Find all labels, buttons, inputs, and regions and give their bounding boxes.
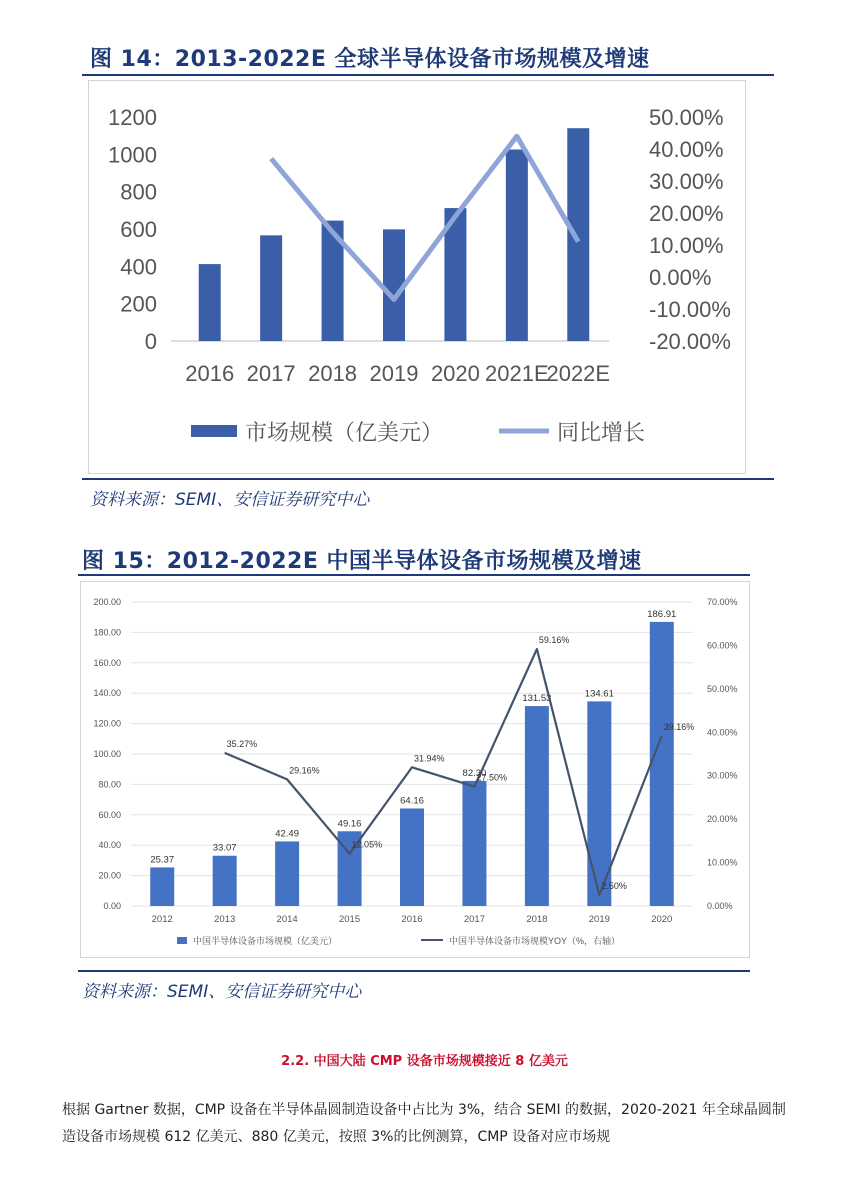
market-size-bar xyxy=(199,264,221,341)
right-axis-tick: 60.00% xyxy=(707,640,738,651)
china-market-size-bar xyxy=(400,808,424,906)
x-axis-tick: 2014 xyxy=(276,914,298,925)
right-axis-tick: 40.00% xyxy=(707,727,738,738)
left-axis-tick: 400 xyxy=(120,254,157,280)
yoy-value-label: 27.50% xyxy=(476,772,507,783)
china-market-size-bar xyxy=(462,781,486,906)
figure-15-title: 图 15：2012-2022E 中国半导体设备市场规模及增速 xyxy=(82,549,642,574)
market-size-bar xyxy=(260,235,282,341)
legend-bar-swatch xyxy=(177,937,187,944)
left-axis-tick: 200.00 xyxy=(93,597,121,607)
left-axis-tick: 80.00 xyxy=(98,779,121,790)
yoy-value-label: 39.16% xyxy=(663,721,695,732)
section-heading: 2.2. 中国大陆 CMP 设备市场规模接近 8 亿美元 xyxy=(281,1054,568,1069)
growth-rate-line xyxy=(271,136,578,299)
yoy-value-label: 29.16% xyxy=(289,765,320,776)
figure-14-bottom-rule xyxy=(82,478,774,480)
legend-line-label: 中国半导体设备市场规模YOY（%，右轴） xyxy=(449,936,621,946)
left-axis-tick: 60.00 xyxy=(98,809,121,820)
china-market-size-bar xyxy=(213,856,237,906)
x-axis-tick: 2015 xyxy=(338,914,361,925)
left-axis-tick: 200 xyxy=(120,291,157,317)
bar-value-label: 131.53 xyxy=(522,693,552,705)
left-axis-tick: 160.00 xyxy=(93,657,121,668)
right-axis-tick: -20.00% xyxy=(649,329,731,354)
figure-15-title-rule xyxy=(78,574,750,576)
figure-14-title: 图 14：2013-2022E 全球半导体设备市场规模及增速 xyxy=(90,47,650,72)
yoy-value-label: 31.94% xyxy=(414,753,445,764)
x-axis-tick: 2018 xyxy=(308,361,358,386)
yoy-value-label: 35.27% xyxy=(226,738,258,749)
left-axis-tick: 40.00 xyxy=(98,840,121,851)
figure-15-bottom-rule xyxy=(78,970,750,972)
china-market-size-bar xyxy=(275,841,299,906)
bar-value-label: 134.61 xyxy=(584,688,614,700)
figure-15-chart-frame xyxy=(80,581,750,958)
left-axis-tick: 0.00 xyxy=(103,901,121,911)
x-axis-tick: 2019 xyxy=(588,914,610,925)
left-axis-tick: 20.00 xyxy=(98,870,121,881)
figure-15-source: 资料来源：SEMI、安信证券研究中心 xyxy=(82,982,362,1002)
left-axis-tick: 120.00 xyxy=(93,718,121,729)
left-axis-tick: 600 xyxy=(120,217,157,242)
figure-14-chart xyxy=(89,81,745,473)
china-market-size-bar xyxy=(650,622,674,906)
right-axis-tick: 10.00% xyxy=(649,233,724,258)
body-paragraph: 根据 Gartner 数据，CMP 设备在半导体晶圆制造设备中占比为 3%，结合 SEMI 的数据，2020-2021 年全球晶圆制造设备市场规模 612 亿美元、880 亿美元，按照 3%的比例测算，CMP 设备对应市场规 xyxy=(62,1102,786,1145)
x-axis-tick: 2017 xyxy=(463,914,486,925)
right-axis-tick: 20.00% xyxy=(707,814,738,825)
legend-bar-swatch xyxy=(191,425,237,437)
figure-14-title-rule xyxy=(82,74,774,76)
yoy-value-label: 2.50% xyxy=(601,881,627,892)
right-axis-tick: 0.00% xyxy=(707,901,733,911)
x-axis-tick: 2012 xyxy=(151,914,173,925)
right-axis-tick: 30.00% xyxy=(707,770,738,781)
legend-line-label: 同比增长 xyxy=(557,420,646,445)
bar-value-label: 186.91 xyxy=(647,608,677,620)
x-axis-tick: 2017 xyxy=(246,361,296,386)
x-axis-tick: 2022E xyxy=(546,361,611,386)
x-axis-tick: 2020 xyxy=(651,914,673,925)
china-market-size-bar xyxy=(525,706,549,906)
market-size-bar xyxy=(506,149,528,341)
right-axis-tick: 70.00% xyxy=(707,597,738,607)
left-axis-tick: 1200 xyxy=(108,105,157,130)
bar-value-label: 64.16 xyxy=(400,795,424,807)
right-axis-tick: 0.00% xyxy=(649,265,712,290)
yoy-value-label: 59.16% xyxy=(538,635,570,646)
bar-value-label: 82.30 xyxy=(462,767,487,779)
legend-bar-label: 市场规模（亿美元） xyxy=(245,420,444,445)
right-axis-tick: 20.00% xyxy=(649,201,724,226)
left-axis-tick: 1000 xyxy=(108,142,157,168)
left-axis-tick: 180.00 xyxy=(93,627,121,638)
x-axis-tick: 2016 xyxy=(401,914,423,925)
right-axis-tick: 50.00% xyxy=(707,683,738,694)
x-axis-tick: 2021E xyxy=(485,361,549,386)
figure-14-source: 资料来源：SEMI、安信证券研究中心 xyxy=(90,490,370,510)
right-axis-tick: 40.00% xyxy=(649,137,724,162)
market-size-bar xyxy=(567,128,589,341)
x-axis-tick: 2016 xyxy=(185,361,235,386)
yoy-value-label: 12.05% xyxy=(351,839,383,850)
right-axis-tick: 10.00% xyxy=(707,857,738,868)
right-axis-tick: 50.00% xyxy=(649,105,724,130)
left-axis-tick: 100.00 xyxy=(93,749,121,759)
legend-bar-label: 中国半导体设备市场规模（亿美元） xyxy=(193,936,338,946)
left-axis-tick: 0 xyxy=(144,329,157,354)
left-axis-tick: 140.00 xyxy=(93,688,121,699)
x-axis-tick: 2020 xyxy=(430,361,480,386)
right-axis-tick: -10.00% xyxy=(649,297,731,322)
bar-value-label: 25.37 xyxy=(150,854,175,866)
china-market-size-bar xyxy=(150,867,174,906)
bar-value-label: 49.16 xyxy=(337,818,362,830)
right-axis-tick: 30.00% xyxy=(649,169,724,194)
left-axis-tick: 800 xyxy=(120,179,157,205)
figure-15-chart xyxy=(81,582,749,957)
bar-value-label: 33.07 xyxy=(212,842,237,854)
x-axis-tick: 2013 xyxy=(214,914,236,925)
x-axis-tick: 2019 xyxy=(369,361,419,386)
bar-value-label: 42.49 xyxy=(275,828,300,840)
x-axis-tick: 2018 xyxy=(526,914,548,925)
figure-14-chart-frame xyxy=(88,80,746,474)
